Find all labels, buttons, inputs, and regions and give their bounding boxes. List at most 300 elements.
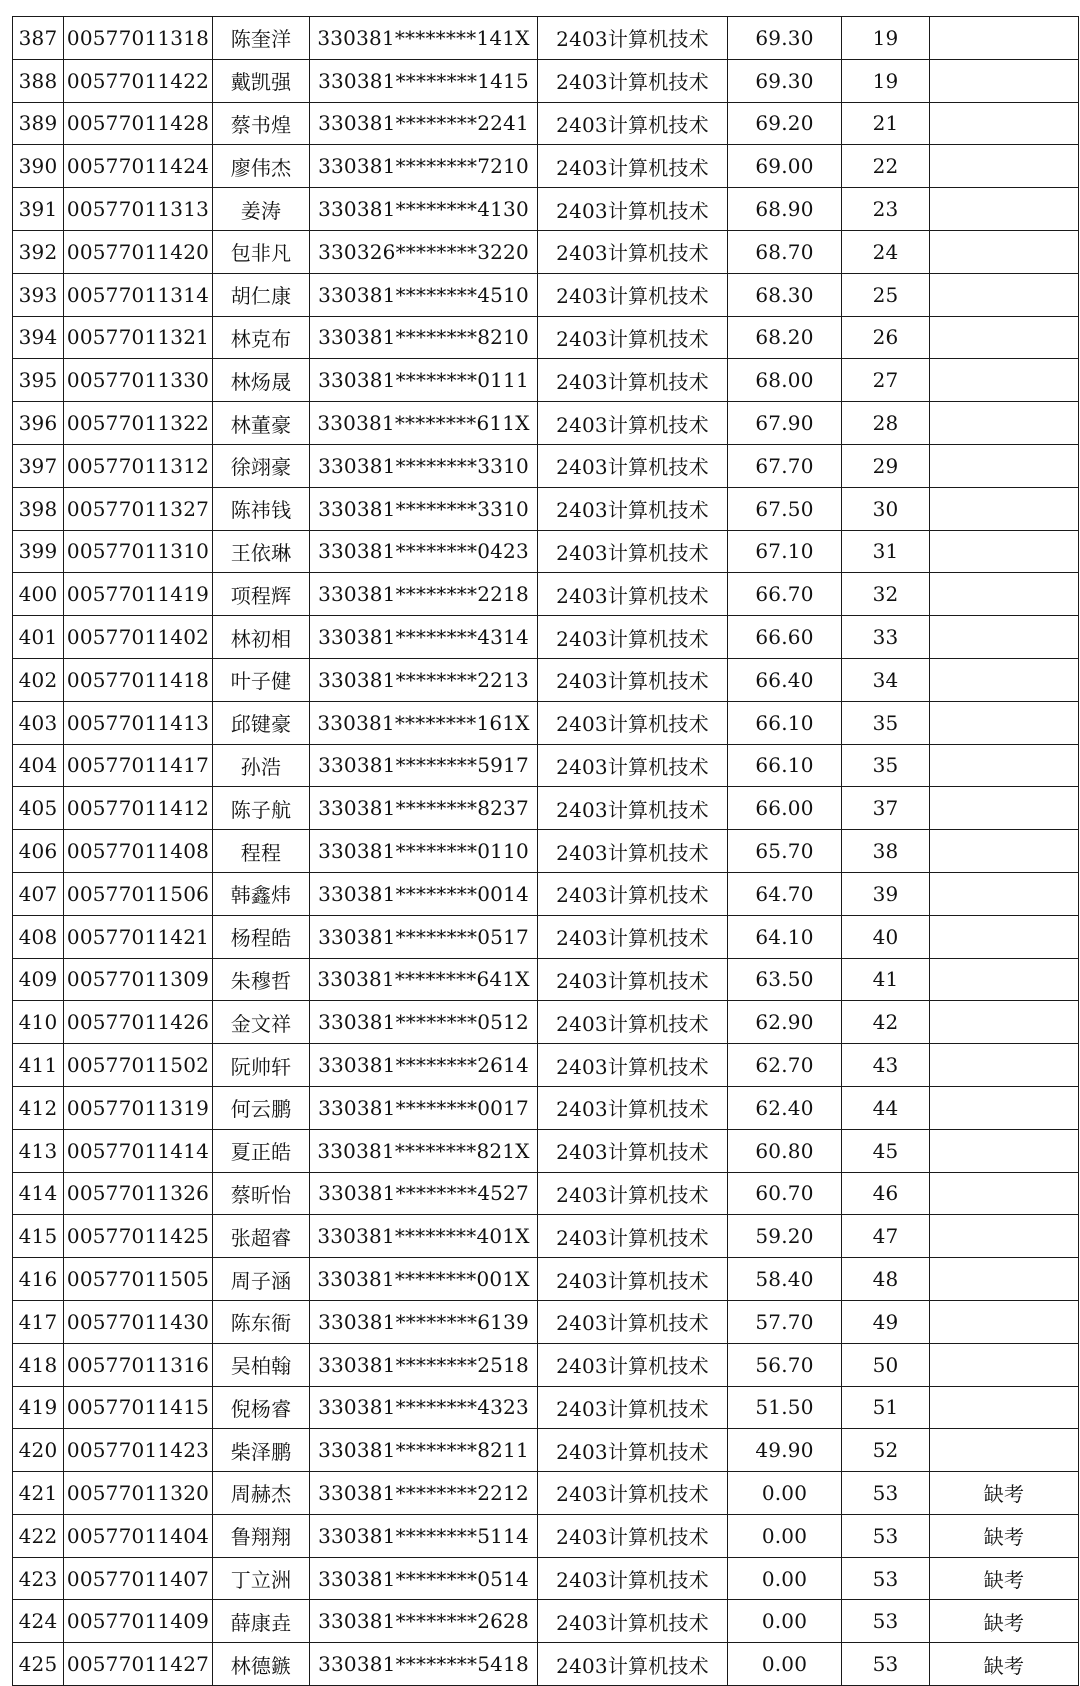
class-cell: 2403计算机技术	[538, 573, 728, 616]
note-cell	[930, 530, 1079, 573]
rank-cell: 50	[842, 1343, 930, 1386]
exam-id-cell: 00577011419	[64, 573, 213, 616]
score-cell: 69.20	[728, 102, 842, 145]
rank-cell: 53	[842, 1643, 930, 1686]
table-row	[13, 1429, 1079, 1472]
score-cell: 66.00	[728, 787, 842, 830]
rank-cell: 46	[842, 1172, 930, 1215]
seq-cell: 419	[13, 1386, 64, 1429]
seq-cell: 390	[13, 145, 64, 188]
seq-cell: 424	[13, 1600, 64, 1643]
name-cell: 包非凡	[213, 230, 310, 273]
note-cell	[930, 573, 1079, 616]
id-card-cell: 330381********2218	[310, 573, 538, 616]
name-cell: 鲁翔翔	[213, 1514, 310, 1557]
score-cell: 62.90	[728, 1001, 842, 1044]
table-row	[13, 1557, 1079, 1600]
exam-id-cell: 00577011417	[64, 744, 213, 787]
name-cell: 周子涵	[213, 1258, 310, 1301]
id-card-cell: 330381********2628	[310, 1600, 538, 1643]
seq-cell: 392	[13, 230, 64, 273]
table-row	[13, 1001, 1079, 1044]
class-cell: 2403计算机技术	[538, 530, 728, 573]
score-cell: 0.00	[728, 1643, 842, 1686]
name-cell: 孙浩	[213, 744, 310, 787]
note-cell	[930, 958, 1079, 1001]
table-row	[13, 359, 1079, 402]
name-cell: 林德鏃	[213, 1643, 310, 1686]
name-cell: 叶子健	[213, 658, 310, 701]
id-card-cell: 330381********0423	[310, 530, 538, 573]
table-row	[13, 1600, 1079, 1643]
rank-cell: 37	[842, 787, 930, 830]
note-cell	[930, 1386, 1079, 1429]
note-cell	[930, 359, 1079, 402]
seq-cell: 408	[13, 915, 64, 958]
class-cell: 2403计算机技术	[538, 1514, 728, 1557]
exam-id-cell: 00577011414	[64, 1129, 213, 1172]
class-cell: 2403计算机技术	[538, 1300, 728, 1343]
seq-cell: 409	[13, 958, 64, 1001]
exam-id-cell: 00577011428	[64, 102, 213, 145]
score-table-body	[13, 17, 1079, 1686]
note-cell	[930, 1129, 1079, 1172]
rank-cell: 39	[842, 872, 930, 915]
class-cell: 2403计算机技术	[538, 59, 728, 102]
class-cell: 2403计算机技术	[538, 1001, 728, 1044]
id-card-cell: 330381********0017	[310, 1086, 538, 1129]
seq-cell: 414	[13, 1172, 64, 1215]
note-cell	[930, 316, 1079, 359]
name-cell: 周赫杰	[213, 1472, 310, 1515]
id-card-cell: 330381********141X	[310, 17, 538, 60]
id-card-cell: 330381********6139	[310, 1300, 538, 1343]
note-cell	[930, 273, 1079, 316]
id-card-cell: 330381********4130	[310, 188, 538, 231]
rank-cell: 52	[842, 1429, 930, 1472]
class-cell: 2403计算机技术	[538, 1086, 728, 1129]
seq-cell: 410	[13, 1001, 64, 1044]
name-cell: 林董豪	[213, 402, 310, 445]
exam-id-cell: 00577011319	[64, 1086, 213, 1129]
note-cell	[930, 616, 1079, 659]
seq-cell: 415	[13, 1215, 64, 1258]
rank-cell: 51	[842, 1386, 930, 1429]
table-row	[13, 145, 1079, 188]
seq-cell: 423	[13, 1557, 64, 1600]
name-cell: 吴柏翰	[213, 1343, 310, 1386]
exam-id-cell: 00577011312	[64, 444, 213, 487]
seq-cell: 393	[13, 273, 64, 316]
score-cell: 69.00	[728, 145, 842, 188]
exam-id-cell: 00577011407	[64, 1557, 213, 1600]
rank-cell: 23	[842, 188, 930, 231]
class-cell: 2403计算机技术	[538, 1643, 728, 1686]
name-cell: 薛康垚	[213, 1600, 310, 1643]
table-row	[13, 658, 1079, 701]
class-cell: 2403计算机技术	[538, 316, 728, 359]
exam-id-cell: 00577011326	[64, 1172, 213, 1215]
id-card-cell: 330381********7210	[310, 145, 538, 188]
score-cell: 60.70	[728, 1172, 842, 1215]
rank-cell: 49	[842, 1300, 930, 1343]
id-card-cell: 330381********001X	[310, 1258, 538, 1301]
seq-cell: 425	[13, 1643, 64, 1686]
table-row	[13, 1044, 1079, 1087]
seq-cell: 391	[13, 188, 64, 231]
seq-cell: 406	[13, 830, 64, 873]
exam-id-cell: 00577011402	[64, 616, 213, 659]
table-row	[13, 1514, 1079, 1557]
class-cell: 2403计算机技术	[538, 1557, 728, 1600]
seq-cell: 405	[13, 787, 64, 830]
name-cell: 陈奎洋	[213, 17, 310, 60]
score-cell: 64.70	[728, 872, 842, 915]
score-cell: 66.40	[728, 658, 842, 701]
score-cell: 66.70	[728, 573, 842, 616]
score-cell: 0.00	[728, 1514, 842, 1557]
rank-cell: 25	[842, 273, 930, 316]
class-cell: 2403计算机技术	[538, 1386, 728, 1429]
name-cell: 程程	[213, 830, 310, 873]
name-cell: 陈祎钱	[213, 487, 310, 530]
id-card-cell: 330381********8211	[310, 1429, 538, 1472]
score-cell: 68.90	[728, 188, 842, 231]
note-cell	[930, 1172, 1079, 1215]
note-cell	[930, 145, 1079, 188]
note-cell	[930, 444, 1079, 487]
table-row	[13, 1086, 1079, 1129]
seq-cell: 400	[13, 573, 64, 616]
note-cell	[930, 872, 1079, 915]
class-cell: 2403计算机技术	[538, 1215, 728, 1258]
exam-id-cell: 00577011310	[64, 530, 213, 573]
table-row	[13, 188, 1079, 231]
id-card-cell: 330381********5418	[310, 1643, 538, 1686]
name-cell: 金文祥	[213, 1001, 310, 1044]
class-cell: 2403计算机技术	[538, 1600, 728, 1643]
table-row	[13, 573, 1079, 616]
seq-cell: 399	[13, 530, 64, 573]
id-card-cell: 330381********641X	[310, 958, 538, 1001]
table-row	[13, 487, 1079, 530]
table-row	[13, 1129, 1079, 1172]
table-row	[13, 102, 1079, 145]
rank-cell: 41	[842, 958, 930, 1001]
note-cell	[930, 230, 1079, 273]
note-cell	[930, 1001, 1079, 1044]
score-cell: 63.50	[728, 958, 842, 1001]
table-row	[13, 17, 1079, 60]
id-card-cell: 330381********2518	[310, 1343, 538, 1386]
name-cell: 王依琳	[213, 530, 310, 573]
class-cell: 2403计算机技术	[538, 658, 728, 701]
exam-id-cell: 00577011409	[64, 1600, 213, 1643]
seq-cell: 402	[13, 658, 64, 701]
seq-cell: 420	[13, 1429, 64, 1472]
exam-id-cell: 00577011422	[64, 59, 213, 102]
score-cell: 67.50	[728, 487, 842, 530]
score-cell: 0.00	[728, 1557, 842, 1600]
id-card-cell: 330381********1415	[310, 59, 538, 102]
rank-cell: 19	[842, 17, 930, 60]
id-card-cell: 330381********0512	[310, 1001, 538, 1044]
name-cell: 林初相	[213, 616, 310, 659]
id-card-cell: 330381********0014	[310, 872, 538, 915]
rank-cell: 35	[842, 744, 930, 787]
seq-cell: 412	[13, 1086, 64, 1129]
exam-id-cell: 00577011316	[64, 1343, 213, 1386]
id-card-cell: 330381********4510	[310, 273, 538, 316]
score-cell: 68.00	[728, 359, 842, 402]
seq-cell: 404	[13, 744, 64, 787]
id-card-cell: 330381********401X	[310, 1215, 538, 1258]
seq-cell: 398	[13, 487, 64, 530]
exam-id-cell: 00577011408	[64, 830, 213, 873]
rank-cell: 53	[842, 1600, 930, 1643]
note-cell: 缺考	[930, 1600, 1079, 1643]
table-row	[13, 1643, 1079, 1686]
table-row	[13, 830, 1079, 873]
class-cell: 2403计算机技术	[538, 145, 728, 188]
table-row	[13, 701, 1079, 744]
exam-id-cell: 00577011430	[64, 1300, 213, 1343]
table-row	[13, 1172, 1079, 1215]
table-row	[13, 1215, 1079, 1258]
score-cell: 62.40	[728, 1086, 842, 1129]
score-cell: 66.60	[728, 616, 842, 659]
class-cell: 2403计算机技术	[538, 487, 728, 530]
note-cell	[930, 188, 1079, 231]
exam-id-cell: 00577011320	[64, 1472, 213, 1515]
exam-id-cell: 00577011330	[64, 359, 213, 402]
exam-id-cell: 00577011505	[64, 1258, 213, 1301]
class-cell: 2403计算机技术	[538, 1343, 728, 1386]
note-cell	[930, 1300, 1079, 1343]
rank-cell: 53	[842, 1514, 930, 1557]
note-cell	[930, 830, 1079, 873]
name-cell: 韩鑫炜	[213, 872, 310, 915]
table-row	[13, 1300, 1079, 1343]
score-cell: 58.40	[728, 1258, 842, 1301]
score-cell: 69.30	[728, 59, 842, 102]
seq-cell: 395	[13, 359, 64, 402]
id-card-cell: 330381********0111	[310, 359, 538, 402]
note-cell	[930, 1086, 1079, 1129]
table-row	[13, 872, 1079, 915]
note-cell	[930, 1343, 1079, 1386]
rank-cell: 48	[842, 1258, 930, 1301]
class-cell: 2403计算机技术	[538, 17, 728, 60]
id-card-cell: 330381********0110	[310, 830, 538, 873]
name-cell: 夏正皓	[213, 1129, 310, 1172]
exam-id-cell: 00577011502	[64, 1044, 213, 1087]
id-card-cell: 330326********3220	[310, 230, 538, 273]
name-cell: 徐翊豪	[213, 444, 310, 487]
class-cell: 2403计算机技术	[538, 958, 728, 1001]
table-row	[13, 915, 1079, 958]
id-card-cell: 330381********2614	[310, 1044, 538, 1087]
id-card-cell: 330381********4527	[310, 1172, 538, 1215]
id-card-cell: 330381********3310	[310, 487, 538, 530]
exam-id-cell: 00577011424	[64, 145, 213, 188]
class-cell: 2403计算机技术	[538, 1172, 728, 1215]
table-row	[13, 616, 1079, 659]
id-card-cell: 330381********3310	[310, 444, 538, 487]
note-cell	[930, 1258, 1079, 1301]
class-cell: 2403计算机技术	[538, 402, 728, 445]
id-card-cell: 330381********2212	[310, 1472, 538, 1515]
score-cell: 68.20	[728, 316, 842, 359]
seq-cell: 388	[13, 59, 64, 102]
rank-cell: 34	[842, 658, 930, 701]
name-cell: 林克布	[213, 316, 310, 359]
id-card-cell: 330381********611X	[310, 402, 538, 445]
score-cell: 64.10	[728, 915, 842, 958]
seq-cell: 401	[13, 616, 64, 659]
score-cell: 62.70	[728, 1044, 842, 1087]
id-card-cell: 330381********821X	[310, 1129, 538, 1172]
class-cell: 2403计算机技术	[538, 787, 728, 830]
exam-id-cell: 00577011415	[64, 1386, 213, 1429]
exam-id-cell: 00577011318	[64, 17, 213, 60]
name-cell: 陈子航	[213, 787, 310, 830]
seq-cell: 417	[13, 1300, 64, 1343]
class-cell: 2403计算机技术	[538, 1129, 728, 1172]
class-cell: 2403计算机技术	[538, 230, 728, 273]
class-cell: 2403计算机技术	[538, 616, 728, 659]
name-cell: 邱键豪	[213, 701, 310, 744]
rank-cell: 32	[842, 573, 930, 616]
exam-id-cell: 00577011412	[64, 787, 213, 830]
note-cell: 缺考	[930, 1472, 1079, 1515]
table-row	[13, 273, 1079, 316]
class-cell: 2403计算机技术	[538, 872, 728, 915]
exam-id-cell: 00577011506	[64, 872, 213, 915]
table-row	[13, 787, 1079, 830]
note-cell	[930, 787, 1079, 830]
table-row	[13, 444, 1079, 487]
id-card-cell: 330381********0514	[310, 1557, 538, 1600]
class-cell: 2403计算机技术	[538, 701, 728, 744]
note-cell: 缺考	[930, 1514, 1079, 1557]
table-row	[13, 230, 1079, 273]
seq-cell: 421	[13, 1472, 64, 1515]
exam-id-cell: 00577011313	[64, 188, 213, 231]
score-cell: 67.70	[728, 444, 842, 487]
exam-id-cell: 00577011420	[64, 230, 213, 273]
exam-id-cell: 00577011427	[64, 1643, 213, 1686]
score-cell: 0.00	[728, 1600, 842, 1643]
table-row	[13, 1343, 1079, 1386]
rank-cell: 38	[842, 830, 930, 873]
id-card-cell: 330381********2241	[310, 102, 538, 145]
class-cell: 2403计算机技术	[538, 188, 728, 231]
table-row	[13, 958, 1079, 1001]
table-row	[13, 1386, 1079, 1429]
rank-cell: 28	[842, 402, 930, 445]
class-cell: 2403计算机技术	[538, 273, 728, 316]
seq-cell: 422	[13, 1514, 64, 1557]
class-cell: 2403计算机技术	[538, 102, 728, 145]
seq-cell: 394	[13, 316, 64, 359]
table-row	[13, 316, 1079, 359]
name-cell: 何云鹏	[213, 1086, 310, 1129]
score-table	[12, 16, 1079, 1686]
rank-cell: 29	[842, 444, 930, 487]
class-cell: 2403计算机技术	[538, 744, 728, 787]
name-cell: 项程辉	[213, 573, 310, 616]
seq-cell: 416	[13, 1258, 64, 1301]
seq-cell: 418	[13, 1343, 64, 1386]
rank-cell: 30	[842, 487, 930, 530]
table-row	[13, 530, 1079, 573]
class-cell: 2403计算机技术	[538, 359, 728, 402]
rank-cell: 40	[842, 915, 930, 958]
rank-cell: 53	[842, 1557, 930, 1600]
seq-cell: 397	[13, 444, 64, 487]
score-cell: 66.10	[728, 744, 842, 787]
score-cell: 51.50	[728, 1386, 842, 1429]
exam-id-cell: 00577011421	[64, 915, 213, 958]
id-card-cell: 330381********5114	[310, 1514, 538, 1557]
rank-cell: 43	[842, 1044, 930, 1087]
name-cell: 阮帅轩	[213, 1044, 310, 1087]
exam-id-cell: 00577011413	[64, 701, 213, 744]
exam-id-cell: 00577011322	[64, 402, 213, 445]
name-cell: 蔡书煌	[213, 102, 310, 145]
class-cell: 2403计算机技术	[538, 444, 728, 487]
exam-id-cell: 00577011404	[64, 1514, 213, 1557]
score-cell: 56.70	[728, 1343, 842, 1386]
name-cell: 廖伟杰	[213, 145, 310, 188]
score-sheet	[12, 16, 1070, 1686]
note-cell	[930, 1215, 1079, 1258]
score-cell: 69.30	[728, 17, 842, 60]
table-row	[13, 59, 1079, 102]
rank-cell: 33	[842, 616, 930, 659]
name-cell: 丁立洲	[213, 1557, 310, 1600]
name-cell: 蔡昕怡	[213, 1172, 310, 1215]
rank-cell: 35	[842, 701, 930, 744]
exam-id-cell: 00577011321	[64, 316, 213, 359]
score-cell: 66.10	[728, 701, 842, 744]
seq-cell: 403	[13, 701, 64, 744]
table-row	[13, 1258, 1079, 1301]
note-cell	[930, 658, 1079, 701]
score-cell: 65.70	[728, 830, 842, 873]
id-card-cell: 330381********8210	[310, 316, 538, 359]
score-cell: 57.70	[728, 1300, 842, 1343]
class-cell: 2403计算机技术	[538, 1044, 728, 1087]
name-cell: 杨程皓	[213, 915, 310, 958]
rank-cell: 44	[842, 1086, 930, 1129]
class-cell: 2403计算机技术	[538, 915, 728, 958]
score-cell: 68.30	[728, 273, 842, 316]
id-card-cell: 330381********161X	[310, 701, 538, 744]
note-cell	[930, 17, 1079, 60]
rank-cell: 53	[842, 1472, 930, 1515]
id-card-cell: 330381********2213	[310, 658, 538, 701]
rank-cell: 45	[842, 1129, 930, 1172]
rank-cell: 22	[842, 145, 930, 188]
table-row	[13, 1472, 1079, 1515]
id-card-cell: 330381********5917	[310, 744, 538, 787]
score-cell: 68.70	[728, 230, 842, 273]
note-cell	[930, 1044, 1079, 1087]
exam-id-cell: 00577011418	[64, 658, 213, 701]
note-cell	[930, 402, 1079, 445]
